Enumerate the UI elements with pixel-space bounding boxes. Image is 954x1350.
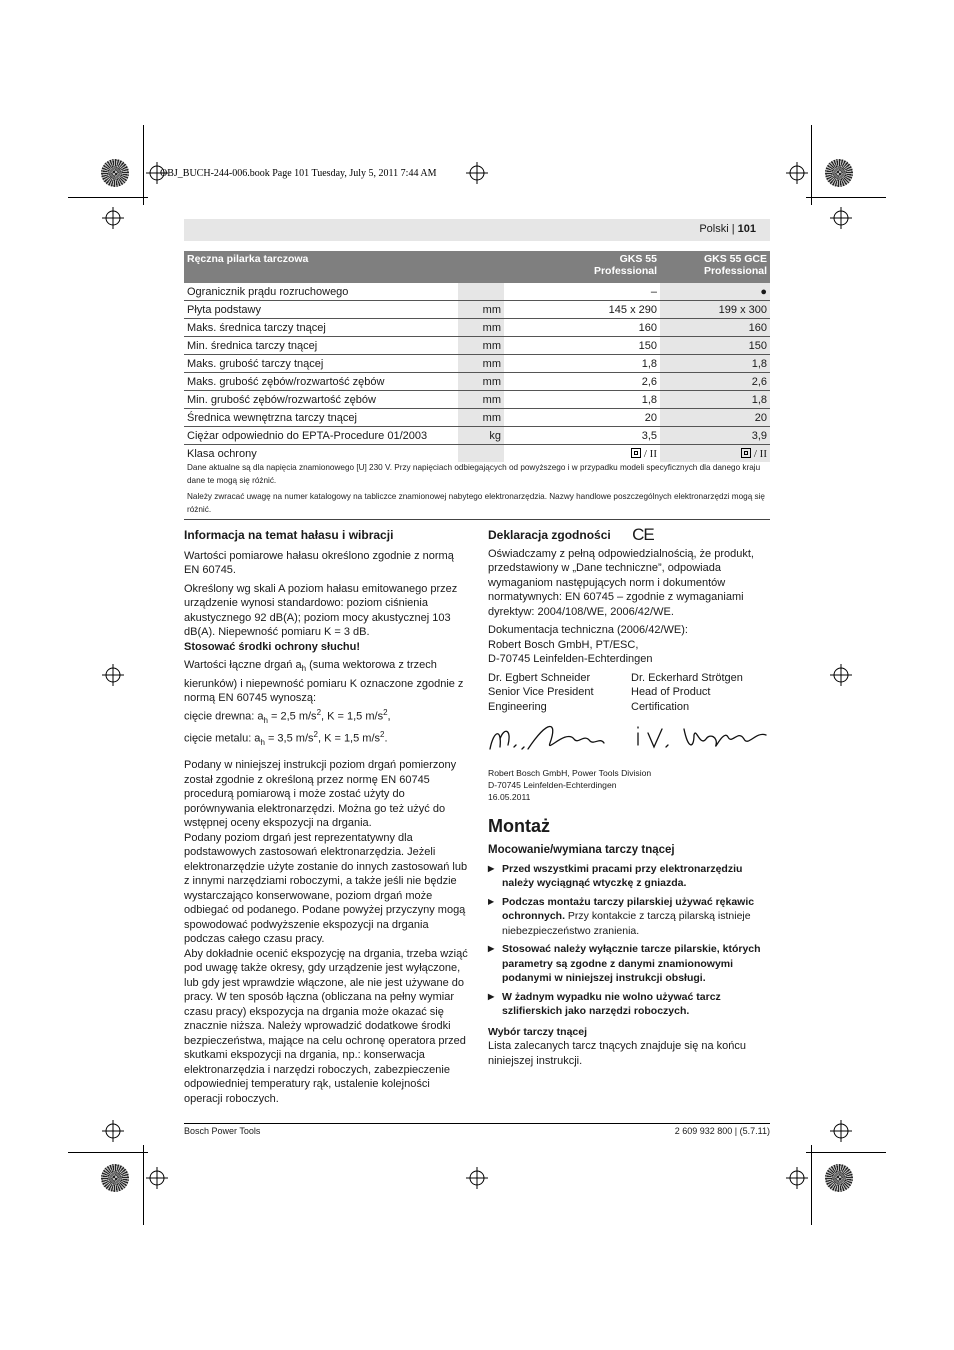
table-row <box>184 319 770 337</box>
row-label: Min. średnica tarczy tnącej <box>184 337 458 355</box>
table-row <box>184 283 770 301</box>
spec-table-header <box>184 251 770 283</box>
row-unit: mm <box>458 355 504 373</box>
paragraph: Dokumentacja techniczna (2006/42/WE): Robert Bosch GmbH, PT/ESC, D-70745 Leinfelden-Echterdingen <box>488 624 688 665</box>
page-header-label: Polski | 101 <box>699 223 756 235</box>
row-unit: mm <box>458 301 504 319</box>
row-value-gks55: 20 <box>504 409 660 427</box>
row-label: Ciężar odpowiednio do EPTA-Procedure 01/2003 <box>184 427 458 445</box>
spec-table-title: Ręczna pilarka tarczowa <box>184 251 458 283</box>
table-row <box>184 391 770 409</box>
row-value-gks55gce: 1,8 <box>660 391 770 409</box>
row-unit: mm <box>458 391 504 409</box>
col-gks55gce: GKS 55 GCE Professional <box>660 251 770 283</box>
paragraph: Podany w niniejszej instrukcji poziom drgań pomierzony został zgodnie z określoną przez normę EN 60745 procedurą pomiarową i może zostać użyty do porównywania elektronarzędzi. Można go też użyć do wstępnej oceny ekspozycji na drgania. <box>184 759 457 830</box>
row-value-gks55gce: 160 <box>660 319 770 337</box>
declaration-section <box>488 525 770 1072</box>
row-value-gks55: 145 x 290 <box>504 301 660 319</box>
row-label: Płyta podstawy <box>184 301 458 319</box>
table-row <box>184 373 770 391</box>
signatories <box>488 671 770 717</box>
col-gks55: GKS 55 Professional <box>504 251 660 283</box>
file-header: OBJ_BUCH-244-006.book Page 101 Tuesday, July 5, 2011 7:44 AM <box>160 168 437 179</box>
paragraph: Podany poziom drgań jest reprezentatywny dla podstawowych zastosowań elektronarzędzia. Jeżeli elektronarzędzie użyte zostanie do innych zastosowań lub z innymi narzędziami roboczymi, a także jeśli nie będzie wystarczająco konserwowane, poziom drgań może odbiegać od podanego. Podane powyżej przyczyny mogą spowodować podwyższenie ekspozycji na drgania podczas całego czasu pracy. <box>184 831 468 946</box>
row-value-gks55: 1,8 <box>504 391 660 409</box>
row-value-gks55gce: 3,9 <box>660 427 770 445</box>
section-heading: Informacja na temat hałasu i wibracji <box>184 528 394 542</box>
paragraph: Aby dokładnie ocenić ekspozycję na drgania, trzeba wziąć pod uwagę także okresy, gdy urządzenie jest wyłączone, lub gdy jest wprawdzie włączone, ale nie jest używane do pracy. W ten sposób łączna (obliczana na pełny wymiar czasu pracy) ekspozycja na drgania może okazać się znacznie niższa. Należy wprowadzić dodatkowe środki bezpieczeństwa, mające na celu ochronę operatora przed skutkami ekspozycji na drgania, np.: konserwacja elektronarzędzia i narzędzi roboczych, zabezpieczenie odpowiedniej temperatury rąk, ustalenie kolejności operacji roboczych. <box>184 947 468 1105</box>
table-note: Należy zwracać uwagę na numer katalogowy na tabliczce znamionowej nabytego elektronarzędzia. Nazwy handlowe poszczególnych elektronarzędzi mogą się różnić. <box>187 492 765 514</box>
language-label: Polski <box>699 223 729 235</box>
spec-table <box>184 251 770 462</box>
row-value-gks55gce: 2,6 <box>660 373 770 391</box>
row-unit: mm <box>458 409 504 427</box>
row-label: Min. grubość zębów/rozwartość zębów <box>184 391 458 409</box>
protection-class-icon <box>631 448 641 458</box>
row-value-gks55: / II <box>504 445 660 463</box>
row-value-gks55gce: 150 <box>660 337 770 355</box>
row-value-gks55: 1,8 <box>504 355 660 373</box>
table-row <box>184 337 770 355</box>
safety-bullet: ▶ Przed wszystkimi pracami przy elektronarzędziu należy wyciągnąć wtyczkę z gniazda. <box>488 862 770 891</box>
section-heading: Deklaracja zgodności CE <box>488 525 654 544</box>
table-note: Dane aktualne są dla napięcia znamionowego [U] 230 V. Przy napięciach odbiegających od powyższego i w przypadku modeli specyficznych dla danego kraju dane te mogą się różnić. <box>187 463 761 485</box>
table-row <box>184 355 770 373</box>
footer-right: 2 609 932 800 | (5.7.11) <box>674 1126 770 1136</box>
paragraph: Lista zalecanych tarcz tnących znajduje się na końcu niniejszej instrukcji. <box>488 1040 747 1067</box>
table-row <box>184 445 770 463</box>
row-value-gks55gce: 1,8 <box>660 355 770 373</box>
footer-rule <box>184 1123 770 1124</box>
subsection-heading: Mocowanie/wymiana tarczy tnącej <box>488 844 675 856</box>
handwritten-signatures <box>488 719 770 765</box>
page-header-bar <box>184 219 770 241</box>
paragraph: Określony wg skali A poziom hałasu emitowanego przez urządzenie wynosi standardowo: poziom ciśnienia akustycznego 92 dB(A); poziom mocy akustycznej 103 dB(A). Niepewność pomiaru K = 3 dB. <box>184 582 458 638</box>
page-number: 101 <box>737 223 756 235</box>
row-unit: kg <box>458 427 504 445</box>
row-unit <box>458 445 504 463</box>
safety-bullet: ▶ Podczas montażu tarczy pilarskiej używać rękawic ochronnych. Przy kontakcie z tarczą pilarską istnieje niebezpieczeństwo zranienia. <box>488 895 770 939</box>
warning-text: Stosować środki ochrony słuchu! <box>184 640 361 653</box>
row-label: Maks. grubość tarczy tnącej <box>184 355 458 373</box>
protection-class-icon <box>741 448 751 458</box>
table-row <box>184 301 770 319</box>
row-label: Ogranicznik prądu rozruchowego <box>184 283 458 301</box>
row-label: Klasa ochrony <box>187 447 257 460</box>
row-unit: mm <box>458 337 504 355</box>
row-value-gks55gce: 199 x 300 <box>660 301 770 319</box>
table-row <box>184 427 770 445</box>
subsection-heading: Wybór tarczy tnącej <box>488 1025 588 1038</box>
footer-left: Bosch Power Tools <box>184 1126 261 1136</box>
signatory: Dr. Egbert Schneider Senior Vice President Engineering <box>488 671 594 713</box>
company-address: Robert Bosch GmbH, Power Tools Division D-70745 Leinfelden-Echterdingen 16.05.2011 <box>488 767 652 802</box>
row-unit <box>458 283 504 301</box>
row-value-gks55: 3,5 <box>504 427 660 445</box>
noise-vibration-section <box>184 528 469 1110</box>
safety-bullet: ▶ Stosować należy wyłącznie tarcze pilarskie, których parametry są zgodne z danymi znamionowymi podanymi w niniejszej instrukcji obsługi. <box>488 942 770 986</box>
row-value-gks55: 160 <box>504 319 660 337</box>
row-label: Maks. średnica tarczy tnącej <box>184 319 458 337</box>
table-row <box>184 409 770 427</box>
row-label: Średnica wewnętrzna tarczy tnącej <box>184 409 458 427</box>
paragraph: Wartości pomiarowe hałasu określono zgodnie z normą EN 60745. <box>184 549 454 576</box>
ce-mark-icon: CE <box>632 525 654 544</box>
paragraph: Oświadczamy z pełną odpowiedzialnością, że produkt, przedstawiony w „Dane techniczne”, odpowiada wymaganiom następujących norm i dokumentów normatywnych: EN 60745 – zgodnie z wymaganiami dyrektyw: 2004/108/WE, 2006/42/WE. <box>488 547 754 618</box>
row-value-gks55gce: / II <box>660 445 770 463</box>
vibration-values: Wartości łączne drgań $a_h$ (suma wektorowa z trzech kierunków) i niepewność pomiaru K oznaczone zgodnie z normą EN 60745 wynoszą: cięcie drewna: $a_h = 2,5$ $m/s^2$, K = 1,5 $m/s^2$, cięcie metalu: $a_h = 3,5$ $m/s^2$, K = 1,5 $m/s^2$. <box>184 659 464 747</box>
row-label: Maks. grubość zębów/rozwartość zębów <box>184 373 458 391</box>
row-value-gks55: 2,6 <box>504 373 660 391</box>
row-unit: mm <box>458 319 504 337</box>
signatory: Dr. Eckerhard Strötgen Head of Product Certification <box>631 671 743 713</box>
montaz-heading: Montaż <box>488 815 550 836</box>
row-value-gks55gce: ● <box>660 283 770 301</box>
safety-bullet: ▶ W żadnym wypadku nie wolno używać tarcz szlifierskich jako narzędzi roboczych. <box>488 990 770 1019</box>
row-value-gks55: 150 <box>504 337 660 355</box>
row-value-gks55: – <box>504 283 660 301</box>
divider <box>184 519 770 520</box>
row-unit: mm <box>458 373 504 391</box>
row-value-gks55gce: 20 <box>660 409 770 427</box>
